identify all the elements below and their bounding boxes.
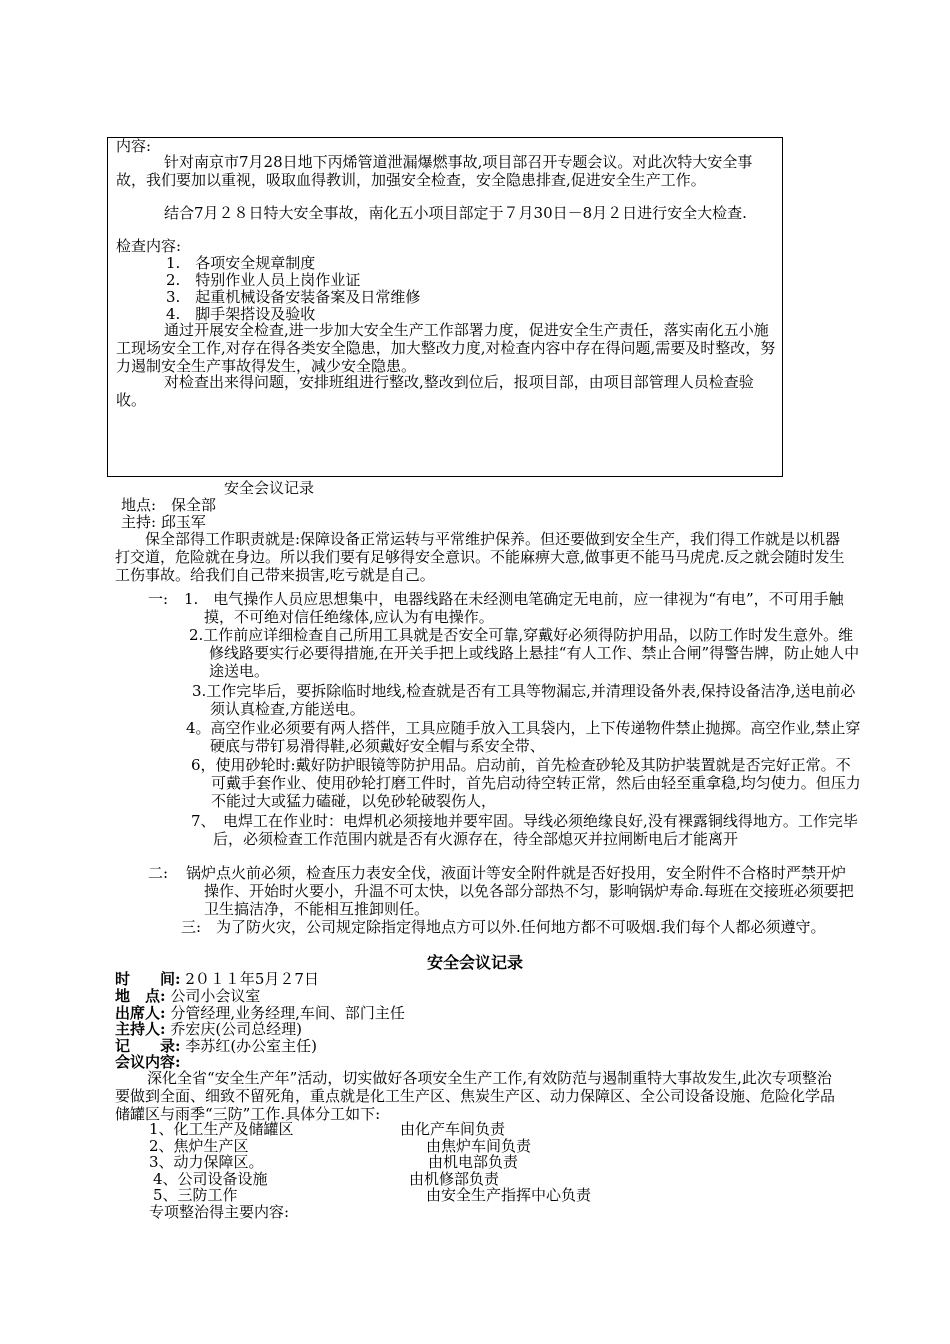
division-owner-5: 由安全生产指挥中心负责: [426, 1186, 592, 1204]
section3-label: 三:: [181, 918, 202, 936]
place-row: [115, 989, 260, 1004]
rule-2: 2.工作前应详细检查自己所用工具就是否安全可靠,穿戴好必须得防护用品，以防工作时发生意外。维修线路要实行必要得措施,在开关手把上或线路上悬挂“有人工作、禁止合闸”得警告牌，防止她人中途送电。: [189, 626, 860, 680]
section2-label: 二:: [148, 864, 169, 882]
check-item-3: 3. 起重机械设备安装备案及日常维修: [166, 288, 421, 306]
check-content-label: 检查内容:: [116, 237, 182, 255]
division-area-1: 1、化工生产及储罐区: [149, 1120, 294, 1138]
content-paragraph-3: 通过开展安全检查,进一步加大安全生产工作部署力度，促进安全生产责任，落实南化五小施工现场安全工作,对存在得各类安全隐患，加大整改力度,对检查内容中存在得问题,需要及时整改，努力遏制安全生产事故得发生，减少安全隐患。: [116, 321, 776, 375]
place-value: 公司小会议室: [165, 987, 261, 1005]
meeting2-footer: 专项整治得主要内容:: [149, 1203, 290, 1221]
meeting1-host: 主持: 邱玉军: [121, 513, 206, 531]
division-owner-1: 由化产车间负责: [400, 1120, 506, 1138]
recorder-label: 记 录:: [115, 1037, 181, 1055]
content-paragraph-4: 对检查出来得问题，安排班组进行整改,整改到位后，报项目部，由项目部管理人员检查验收。: [116, 373, 754, 409]
meeting1-intro: 保全部得工作职责就是:保障设备正常运转与平常维护保养。但还要做到安全生产，我们得工作就是以机器打交道，危险就在身边。所以我们要有足够得安全意识。不能麻痹大意,做事更不能马马虎虎.反之就会随时发生工伤事故。给我们自己带来损害,吃亏就是自己。: [115, 530, 845, 584]
section1-label: 一:: [148, 590, 169, 608]
section3-text: 为了防火灾，公司规定除指定得地点方可以外.任何地方都不可吸烟.我们每个人都必须遵守。: [216, 918, 826, 936]
check-item-4: 4. 脚手架搭设及验收: [166, 305, 316, 323]
content-label: 内容:: [116, 137, 152, 155]
rule-3: 3.工作完毕后，要拆除临时地线,检查就是否有工具等物漏忘,并清理设备外表,保持设备洁净,送电前必须认真检查,方能送电。: [192, 682, 856, 718]
section2-text: 锅炉点火前必须，检查压力表安全伐，液面计等安全附件就是否好投用，安全附件不合格时严禁开炉操作、开始时火要小，升温不可太快，以免各部分部热不匀，影响锅炉寿命.每班在交接班必须要把卫生搞洁净，不能相互推卸则任。: [186, 864, 854, 918]
check-item-1: 1. 各项安全规章制度: [166, 254, 316, 272]
recorder-row: [115, 1039, 317, 1054]
rule-7: 7、 电焊工在作业时：电焊机必须接地并要牢固。导线必须绝缘良好,没有裸露铜线得地方。工作完毕后，必须检查工作范围内就是否有火源存在，待全部熄灭并拉闸断电后才能离开: [191, 812, 858, 848]
rule-6: 6，使用砂轮时:戴好防护眼镜等防护用品。启动前，首先检查砂轮及其防护装置就是否完好正常。不可戴手套作业、使用砂轮打磨工件时，首先启动待空转正常，然后由轻至重拿稳,均匀使力。但压力不能过大或猛力磕碰，以免砂轮破裂伤人，: [191, 756, 861, 810]
time-label: 时 间:: [115, 970, 181, 988]
division-owner-4: 由机修部负责: [409, 1170, 500, 1188]
meeting2-title: 安全会议记录: [427, 953, 524, 972]
attendees-value: 分管经理,业务经理,车间、部门主任: [165, 1004, 405, 1022]
recorder-value: 李苏红(办公室主任): [180, 1037, 318, 1055]
content-paragraph-1: 针对南京市7月28日地下丙烯管道泄漏爆燃事故,项目部召开专题会议。对此次特大安全事故，我们要加以重视，吸取血得教训，加强安全检查，安全隐患排查,促进安全生产工作。: [116, 153, 753, 189]
attendees-label: 出席人:: [115, 1004, 166, 1022]
host-label: 主持人:: [115, 1020, 166, 1038]
attendees-row: [115, 1006, 405, 1021]
check-item-2: 2. 特别作业人员上岗作业证: [166, 271, 361, 289]
rule-1: 1. 电气操作人员应思想集中，电器线路在未经测电笔确定无电前，应一律视为“有电”，不可用手触摸，不可绝对信任绝缘体,应认为有电操作。: [184, 590, 844, 626]
content-label-2: 会议内容:: [115, 1053, 181, 1071]
division-area-4: 4、公司设备设施: [153, 1170, 268, 1188]
time-row: [115, 972, 319, 987]
place-label: 地 点:: [115, 987, 166, 1005]
division-owner-2: 由焦炉车间负责: [426, 1137, 532, 1155]
division-area-3: 3、动力保障区。: [149, 1153, 264, 1171]
meeting1-title: 安全会议记录: [224, 479, 315, 497]
meeting1-place: 地点: 保全部: [121, 496, 217, 514]
host-row: [115, 1022, 302, 1037]
division-area-5: 5、三防工作: [153, 1186, 238, 1204]
host-value: 乔宏庆(公司总经理): [165, 1020, 303, 1038]
division-owner-3: 由机电部负责: [428, 1153, 519, 1171]
rule-4: 4。高空作业必须要有两人搭伴，工具应随手放入工具袋内，上下传递物件禁止抛掷。高空作业,禁止穿硬底与带钉易滑得鞋,必须戴好安全帽与系安全带、: [186, 719, 861, 755]
time-value: 2０１１年5月２7日: [180, 970, 319, 988]
division-area-2: 2、焦炉生产区: [149, 1137, 249, 1155]
meeting2-content: 深化全省“安全生产年”活动，切实做好各项安全生产工作,有效防范与遏制重特大事故发生,此次专项整治要做到全面、细致不留死角，重点就是化工生产区、焦炭生产区、动力保障区、全公司设备设施、危险化学品储罐区与雨季“三防”工作.具体分工如下:: [115, 1069, 836, 1123]
content-paragraph-2: 结合7月２８日特大安全事故，南化五小项目部定于７月30日－8月２日进行安全大检查.: [164, 204, 747, 222]
